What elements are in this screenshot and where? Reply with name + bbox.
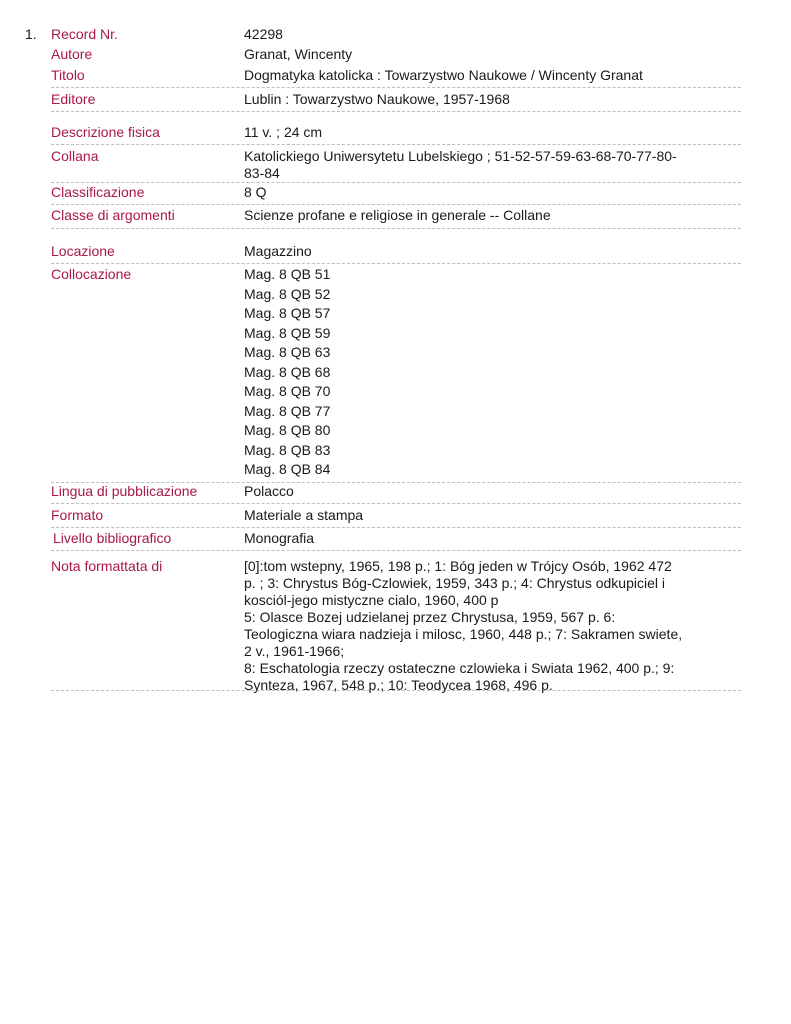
field-label: Livello bibliografico <box>53 530 172 546</box>
field-label: Classificazione <box>51 184 145 200</box>
note-line: 5: Olasce Bozej udzielanej przez Chrystusa, 1959, 567 p. 6: <box>244 609 616 625</box>
shelfmark-item: Mag. 8 QB 70 <box>244 383 331 399</box>
field-label: Formato <box>51 507 104 523</box>
field-label: Editore <box>51 91 96 107</box>
field-collana <box>51 148 741 183</box>
field-value: 42298 <box>244 26 283 42</box>
field-label: Nota formattata di <box>51 558 163 574</box>
note-line: Teologiczna wiara nadzieja i milosc, 1960, 448 p.; 7: Sakramen swiete, <box>244 626 683 642</box>
note-line: 2 v., 1961-1966; <box>244 643 345 659</box>
field-label: Locazione <box>51 243 115 259</box>
field-collocazione <box>51 266 741 483</box>
field-record-nr <box>51 26 741 46</box>
field-descrizione-fisica <box>51 124 741 145</box>
shelfmark-item: Mag. 8 QB 52 <box>244 285 331 302</box>
record-number: 1. <box>25 26 37 42</box>
field-value: 8 Q <box>244 184 267 200</box>
field-value: Magazzino <box>244 243 312 259</box>
field-label: Collocazione <box>51 266 132 282</box>
field-nota-formattata <box>51 558 741 691</box>
field-lingua <box>51 483 741 504</box>
field-label: Collana <box>51 148 99 164</box>
field-value: Dogmatyka katolicka : Towarzystwo Naukowe / Wincenty Granat <box>244 67 643 83</box>
note-line: kosciól-jego mistyczne cialo, 1960, 400 p <box>244 592 499 608</box>
shelfmark-item: Mag. 8 QB 51 <box>244 266 331 282</box>
shelfmark-item: Mag. 8 QB 63 <box>244 344 331 360</box>
field-locazione <box>51 243 741 264</box>
field-editore <box>51 91 741 112</box>
shelfmark-item: Mag. 8 QB 80 <box>244 422 331 438</box>
field-value: Granat, Wincenty <box>244 46 353 62</box>
field-classe-di-argomenti <box>51 207 741 229</box>
field-label: Autore <box>51 46 93 62</box>
field-label: Record Nr. <box>51 26 118 42</box>
field-formato <box>51 507 741 528</box>
note-line: Synteza, 1967, 548 p.; 10: Teodycea 1968, 496 p. <box>244 677 553 693</box>
field-value: 11 v. ; 24 cm <box>244 124 323 140</box>
shelfmark-item: Mag. 8 QB 57 <box>244 305 331 321</box>
field-label: Classe di argomenti <box>51 207 175 223</box>
field-titolo <box>51 67 741 88</box>
field-value: Materiale a stampa <box>244 507 364 523</box>
field-label: Descrizione fisica <box>51 124 160 140</box>
field-value: Polacco <box>244 483 294 499</box>
note-text <box>244 558 714 694</box>
field-label: Titolo <box>51 67 85 83</box>
field-value: Lublin : Towarzystwo Naukowe, 1957-1968 <box>244 91 510 107</box>
note-line: [0]:tom wstepny, 1965, 198 p.; 1: Bóg jeden w Trójcy Osób, 1962 472 <box>244 558 672 574</box>
field-livello-bibliografico <box>51 530 741 551</box>
note-line: p. ; 3: Chrystus Bóg-Czlowiek, 1959, 343 p.; 4: Chrystus odkupiciel i <box>244 575 665 591</box>
shelfmark-item: Mag. 8 QB 77 <box>244 402 331 419</box>
field-classificazione <box>51 184 741 205</box>
shelfmark-list <box>244 266 699 481</box>
shelfmark-item: Mag. 8 QB 83 <box>244 441 331 458</box>
note-line: 8: Eschatologia rzeczy ostateczne czlowieka i Swiata 1962, 400 p.; 9: <box>244 660 675 676</box>
field-value: Katolickiego Uniwersytetu Lubelskiego ; 51-52-57-59-63-68-70-77-80-83-84 <box>244 148 677 181</box>
shelfmark-item: Mag. 8 QB 84 <box>244 461 331 477</box>
shelfmark-item: Mag. 8 QB 59 <box>244 324 331 341</box>
field-value: Monografia <box>244 530 315 546</box>
field-autore <box>51 46 741 66</box>
shelfmark-item: Mag. 8 QB 68 <box>244 363 331 380</box>
field-value: Scienze profane e religiose in generale -- Collane <box>244 207 551 223</box>
field-label: Lingua di pubblicazione <box>51 483 198 499</box>
